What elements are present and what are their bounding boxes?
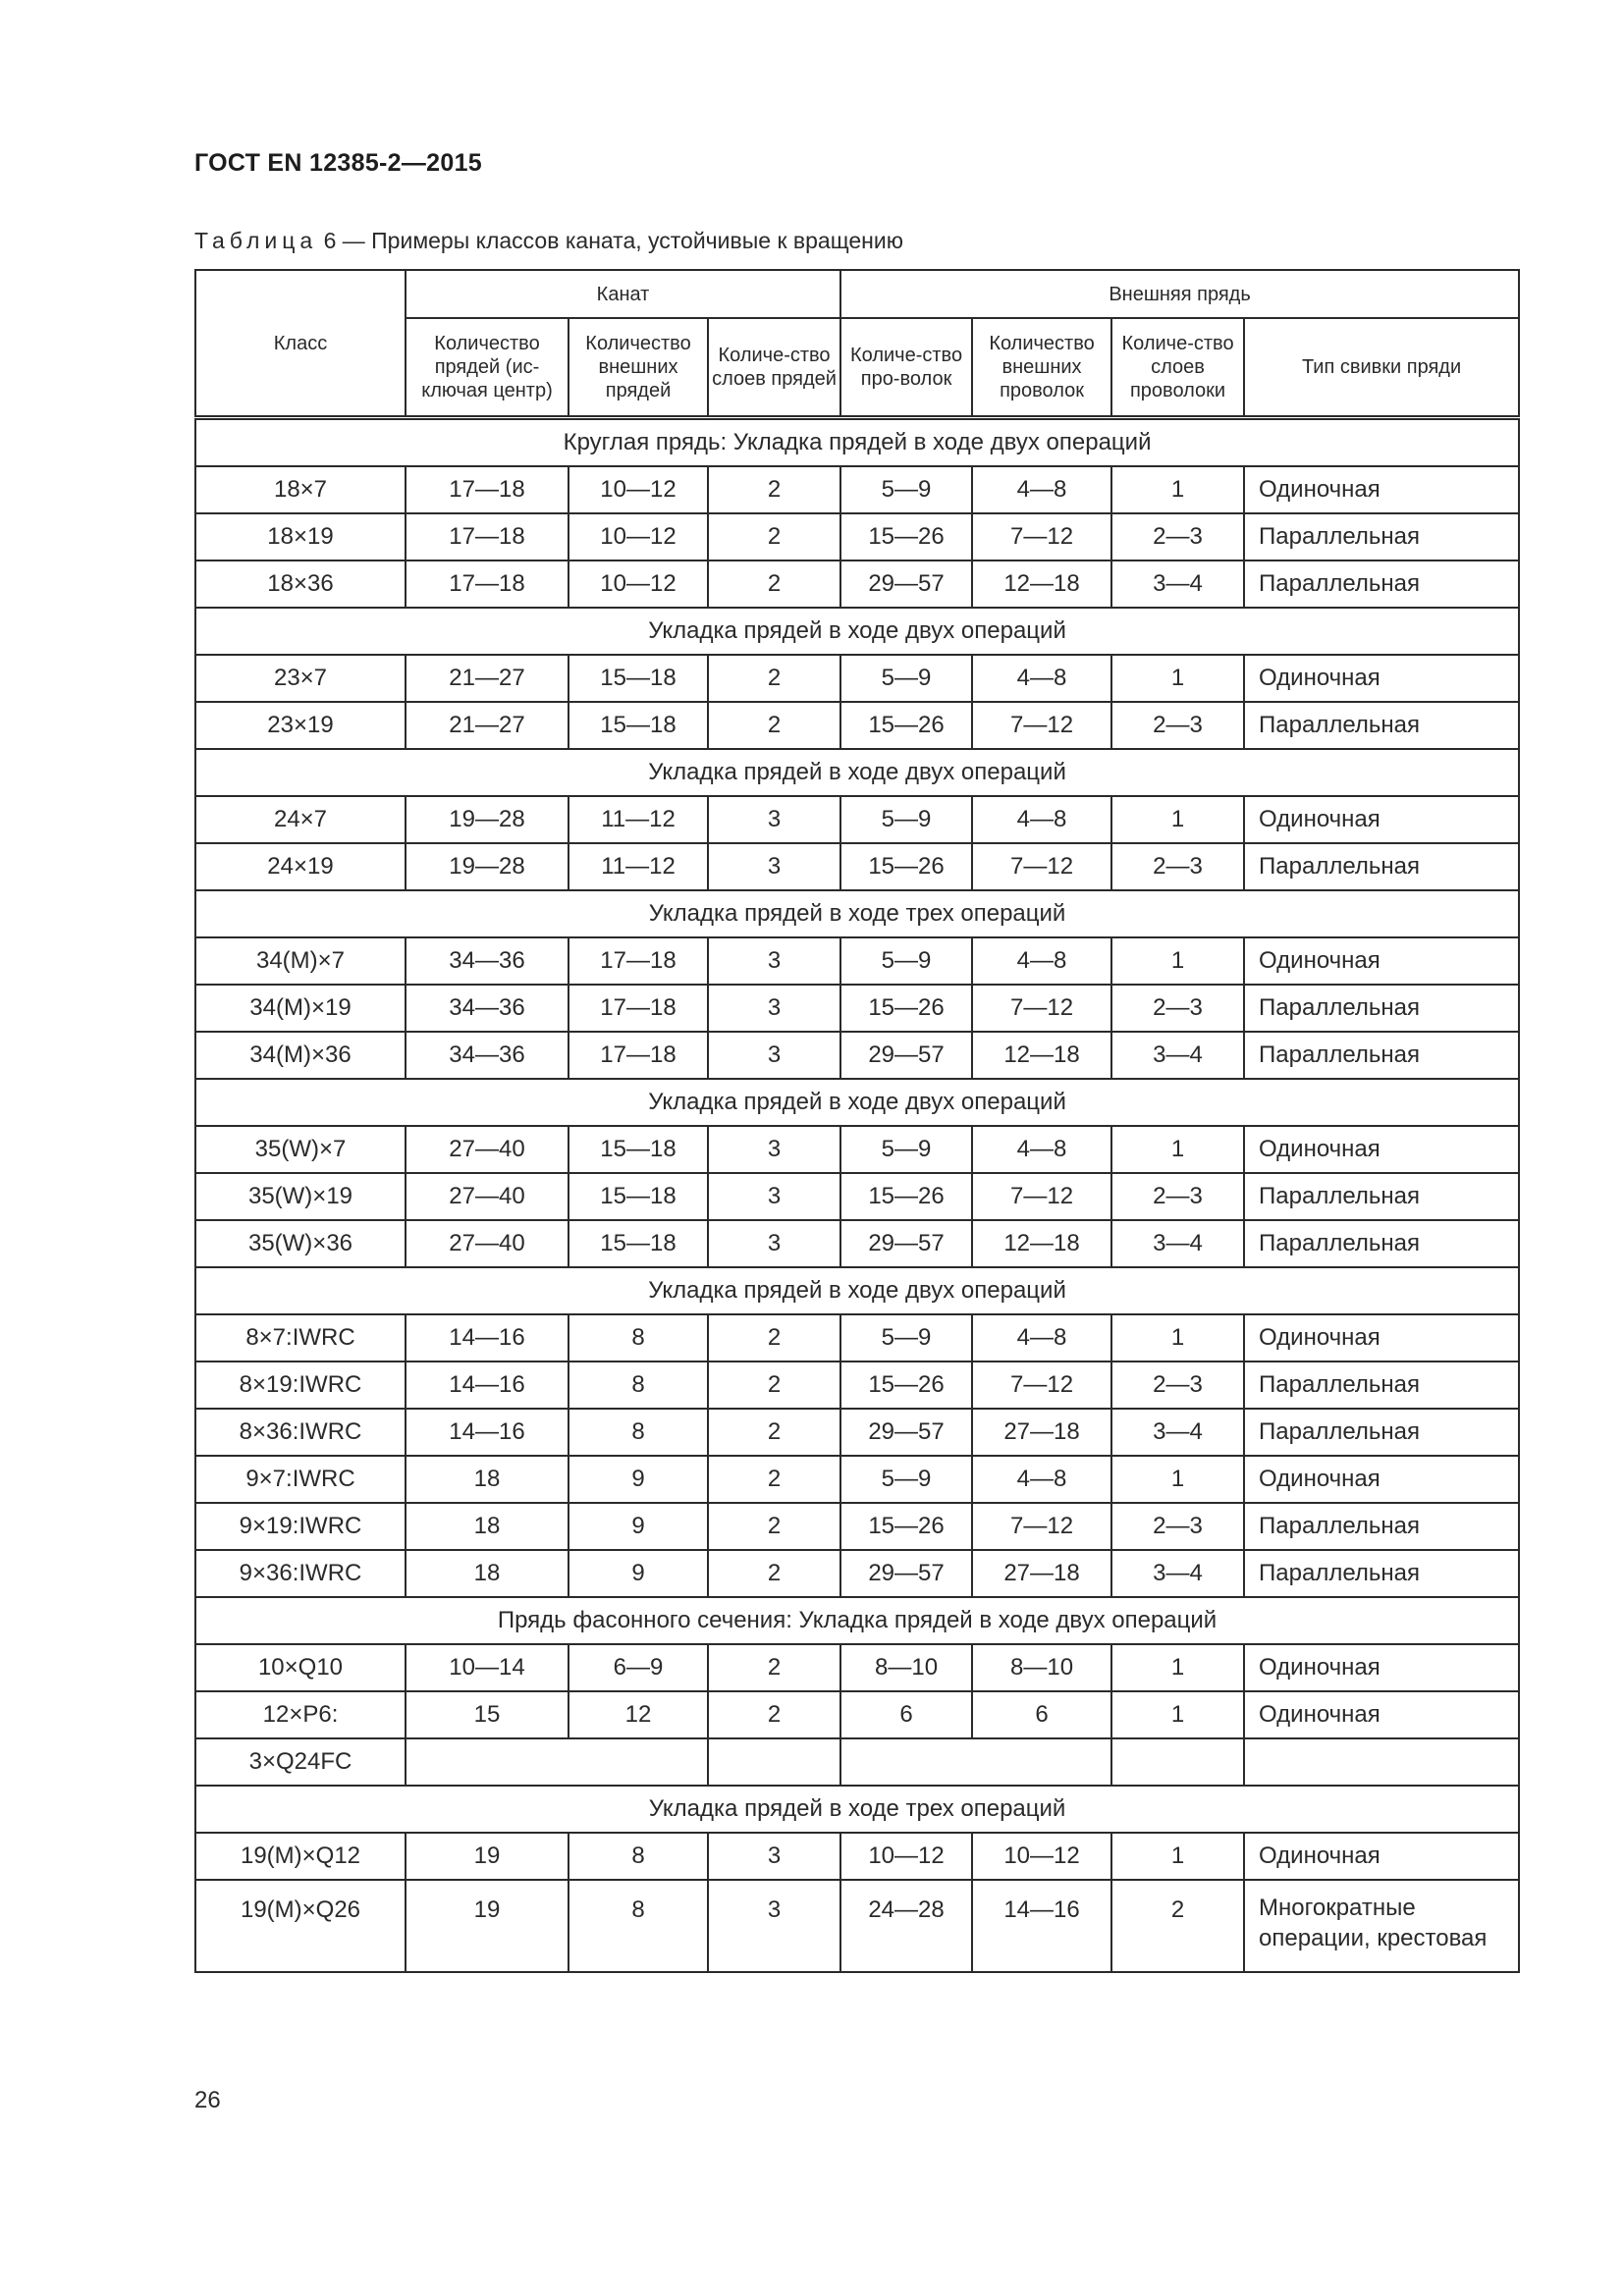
cell-outer-wires: 4—8 [972, 937, 1111, 985]
cell-wires: 24—28 [840, 1880, 972, 1972]
cell-class: 19(M)×Q26 [195, 1880, 406, 1972]
cell-lay-type: Одиночная [1244, 466, 1519, 513]
cell-wires: 5—9 [840, 937, 972, 985]
cell-wire-layers: 1 [1111, 796, 1244, 843]
cell-wires: 29—57 [840, 1409, 972, 1456]
rope-classes-table [194, 269, 1520, 1973]
cell-strand-layers: 2 [708, 1362, 840, 1409]
cell-strand-layers: 3 [708, 1126, 840, 1173]
cell-outer-strands: 9 [568, 1456, 708, 1503]
section-title: Укладка прядей в ходе двух операций [195, 749, 1519, 796]
cell-wire-layers: 3—4 [1111, 1550, 1244, 1597]
cell-lay-type: Параллельная [1244, 1173, 1519, 1220]
header-wires: Количе-ство про-волок [840, 318, 972, 418]
cell-wire-layers: 2 [1111, 1880, 1244, 1972]
table-row [195, 1691, 1519, 1738]
cell-wires: 5—9 [840, 1314, 972, 1362]
header-class: Класс [195, 270, 406, 418]
cell-class: 8×19:IWRC [195, 1362, 406, 1409]
cell-wires: 5—9 [840, 1126, 972, 1173]
cell-wires: 29—57 [840, 561, 972, 608]
cell-wires: 15—26 [840, 1503, 972, 1550]
header-lay-type: Тип свивки пряди [1244, 318, 1519, 418]
document-code: ГОСТ EN 12385-2—2015 [194, 149, 482, 177]
cell-outer-wires: 8—10 [972, 1644, 1111, 1691]
cell-strand-layers: 3 [708, 985, 840, 1032]
cell-class: 9×19:IWRC [195, 1503, 406, 1550]
cell-strands-count: 21—27 [406, 702, 568, 749]
cell-strand-layers: 2 [708, 513, 840, 561]
cell-outer-strands: 15—18 [568, 655, 708, 702]
cell-wire-layers: 3—4 [1111, 1032, 1244, 1079]
cell-outer-wires: 7—12 [972, 513, 1111, 561]
cell-strands-count: 19 [406, 1833, 568, 1880]
cell-lay-type: Одиночная [1244, 655, 1519, 702]
cell-wires: 15—26 [840, 702, 972, 749]
header-wire-layers: Количе-ство слоев проволоки [1111, 318, 1244, 418]
cell-strand-layers: 2 [708, 702, 840, 749]
cell-outer-strands: 15—18 [568, 1173, 708, 1220]
cell-class: 18×7 [195, 466, 406, 513]
cell-class: 9×36:IWRC [195, 1550, 406, 1597]
cell-outer-strands: 8 [568, 1314, 708, 1362]
cell-strand-layers: 2 [708, 1503, 840, 1550]
cell-lay-type: Многократные операции, крестовая [1244, 1880, 1519, 1972]
cell-lay-type: Одиночная [1244, 1644, 1519, 1691]
cell-class: 8×36:IWRC [195, 1409, 406, 1456]
table-caption [194, 228, 903, 254]
cell-strand-layers: 3 [708, 1173, 840, 1220]
cell-outer-strands: 11—12 [568, 796, 708, 843]
cell-outer-wires: 7—12 [972, 1362, 1111, 1409]
cell-outer-wires: 27—18 [972, 1550, 1111, 1597]
table-row [195, 1738, 1519, 1786]
cell-outer-wires: 4—8 [972, 655, 1111, 702]
header-group-rope: Канат [406, 270, 840, 318]
cell-outer-strands: 15—18 [568, 1220, 708, 1267]
cell-outer-strands: 10—12 [568, 561, 708, 608]
section-header-row [195, 418, 1519, 467]
cell-lay-type: Одиночная [1244, 1691, 1519, 1738]
section-header-row [195, 749, 1519, 796]
page-number: 26 [194, 2087, 221, 2113]
cell-lay-type: Параллельная [1244, 985, 1519, 1032]
cell-wire-layers: 1 [1111, 466, 1244, 513]
cell-lay-type: Параллельная [1244, 1503, 1519, 1550]
cell-strands-count: 34—36 [406, 985, 568, 1032]
section-header-row [195, 1267, 1519, 1314]
cell-strands-count: 15 [406, 1691, 568, 1738]
cell-outer-wires: 7—12 [972, 985, 1111, 1032]
cell-strands-count: 19 [406, 1880, 568, 1972]
cell-strands-count: 19—28 [406, 843, 568, 890]
cell-wire-layers: 1 [1111, 1126, 1244, 1173]
cell-wire-layers: 3—4 [1111, 1409, 1244, 1456]
cell-wires: 5—9 [840, 655, 972, 702]
cell-outer-strands: 10—12 [568, 513, 708, 561]
cell-wires: 29—57 [840, 1220, 972, 1267]
cell-lay-type: Одиночная [1244, 1314, 1519, 1362]
cell-strands-count: 17—18 [406, 513, 568, 561]
cell-outer-wires: 4—8 [972, 1126, 1111, 1173]
cell-strand-layers [708, 1738, 840, 1786]
cell-wire-layers: 1 [1111, 1644, 1244, 1691]
cell-class: 12×P6: [195, 1691, 406, 1738]
cell-strand-layers: 3 [708, 843, 840, 890]
cell-outer-wires: 12—18 [972, 1032, 1111, 1079]
cell-class: 24×7 [195, 796, 406, 843]
cell-wire-layers: 1 [1111, 1833, 1244, 1880]
table-row [195, 1126, 1519, 1173]
cell-wires: 5—9 [840, 796, 972, 843]
cell-wire-layers: 2—3 [1111, 843, 1244, 890]
cell-strands-count: 21—27 [406, 655, 568, 702]
cell-wires: 5—9 [840, 1456, 972, 1503]
section-header-row [195, 1786, 1519, 1833]
section-header-row [195, 608, 1519, 655]
table-row [195, 1032, 1519, 1079]
cell-class: 3×Q24FC [195, 1738, 406, 1786]
cell-outer-wires: 7—12 [972, 843, 1111, 890]
cell-strands-count: 17—18 [406, 466, 568, 513]
cell-outer-wires: 27—18 [972, 1409, 1111, 1456]
cell-class: 18×19 [195, 513, 406, 561]
cell-strand-layers: 2 [708, 1550, 840, 1597]
cell-outer-wires: 12—18 [972, 561, 1111, 608]
table-row [195, 985, 1519, 1032]
table-row [195, 1456, 1519, 1503]
cell-strand-layers: 2 [708, 1691, 840, 1738]
cell-outer-strands: 8 [568, 1833, 708, 1880]
cell-lay-type: Параллельная [1244, 1220, 1519, 1267]
cell-wire-layers: 2—3 [1111, 985, 1244, 1032]
cell-wire-layers: 1 [1111, 937, 1244, 985]
cell-outer-strands: 17—18 [568, 985, 708, 1032]
section-title: Прядь фасонного сечения: Укладка прядей в ходе двух операций [195, 1597, 1519, 1644]
table-row [195, 1550, 1519, 1597]
cell-strand-layers: 3 [708, 1833, 840, 1880]
cell-wires: 15—26 [840, 1173, 972, 1220]
cell-wire-layers: 2—3 [1111, 1362, 1244, 1409]
cell-lay-type: Одиночная [1244, 1833, 1519, 1880]
cell-strands-count: 14—16 [406, 1314, 568, 1362]
cell-strands-count: 18 [406, 1550, 568, 1597]
cell-lay-type: Параллельная [1244, 513, 1519, 561]
cell-class: 35(W)×7 [195, 1126, 406, 1173]
cell-class: 23×19 [195, 702, 406, 749]
cell-outer-wires: 4—8 [972, 796, 1111, 843]
cell-wire-layers: 1 [1111, 1314, 1244, 1362]
table-row [195, 1220, 1519, 1267]
table-body [195, 418, 1519, 1973]
cell-outer-strands: 9 [568, 1550, 708, 1597]
cell-strand-layers: 3 [708, 1220, 840, 1267]
cell-outer-strands: 8 [568, 1362, 708, 1409]
cell-strands-count: 17—18 [406, 561, 568, 608]
header-outer-wires: Количество внешних проволок [972, 318, 1111, 418]
cell-lay-type: Параллельная [1244, 702, 1519, 749]
cell-outer-strands: 15—18 [568, 1126, 708, 1173]
cell-outer-wires: 12—18 [972, 1220, 1111, 1267]
cell-wires [840, 1738, 1111, 1786]
header-strands-count: Количество прядей (ис-ключая центр) [406, 318, 568, 418]
cell-outer-wires: 6 [972, 1691, 1111, 1738]
cell-wire-layers [1111, 1738, 1244, 1786]
cell-class: 18×36 [195, 561, 406, 608]
table-row [195, 702, 1519, 749]
cell-wire-layers: 3—4 [1111, 561, 1244, 608]
table-row [195, 1503, 1519, 1550]
cell-strand-layers: 2 [708, 655, 840, 702]
section-title: Укладка прядей в ходе трех операций [195, 890, 1519, 937]
cell-wire-layers: 1 [1111, 1691, 1244, 1738]
table-caption-prefix: Таблица [194, 228, 318, 253]
cell-class: 10×Q10 [195, 1644, 406, 1691]
section-title: Укладка прядей в ходе двух операций [195, 1079, 1519, 1126]
cell-class: 19(M)×Q12 [195, 1833, 406, 1880]
table-row [195, 1833, 1519, 1880]
cell-strands-count: 14—16 [406, 1409, 568, 1456]
table-row [195, 1362, 1519, 1409]
cell-wire-layers: 3—4 [1111, 1220, 1244, 1267]
cell-strand-layers: 3 [708, 1032, 840, 1079]
cell-lay-type: Параллельная [1244, 1409, 1519, 1456]
cell-class: 9×7:IWRC [195, 1456, 406, 1503]
cell-outer-strands: 6—9 [568, 1644, 708, 1691]
cell-wires: 29—57 [840, 1550, 972, 1597]
cell-strand-layers: 2 [708, 1456, 840, 1503]
cell-outer-strands: 17—18 [568, 1032, 708, 1079]
table-row [195, 1314, 1519, 1362]
cell-outer-strands: 8 [568, 1409, 708, 1456]
cell-outer-wires: 7—12 [972, 1503, 1111, 1550]
cell-outer-strands: 8 [568, 1880, 708, 1972]
cell-strand-layers: 3 [708, 796, 840, 843]
cell-wire-layers: 2—3 [1111, 513, 1244, 561]
cell-outer-wires: 10—12 [972, 1833, 1111, 1880]
cell-wire-layers: 2—3 [1111, 1173, 1244, 1220]
cell-outer-wires: 7—12 [972, 702, 1111, 749]
cell-lay-type: Одиночная [1244, 1456, 1519, 1503]
cell-strands-count: 27—40 [406, 1126, 568, 1173]
cell-class: 34(M)×7 [195, 937, 406, 985]
cell-outer-strands: 9 [568, 1503, 708, 1550]
cell-strands-count: 34—36 [406, 937, 568, 985]
header-strand-layers: Количе-ство слоев прядей [708, 318, 840, 418]
table-row [195, 1173, 1519, 1220]
cell-lay-type [1244, 1738, 1519, 1786]
cell-strands-count: 27—40 [406, 1173, 568, 1220]
cell-strand-layers: 2 [708, 1409, 840, 1456]
section-title: Укладка прядей в ходе трех операций [195, 1786, 1519, 1833]
cell-strand-layers: 2 [708, 466, 840, 513]
cell-wires: 15—26 [840, 1362, 972, 1409]
cell-strands-count: 34—36 [406, 1032, 568, 1079]
cell-wire-layers: 1 [1111, 655, 1244, 702]
cell-class: 34(M)×36 [195, 1032, 406, 1079]
cell-outer-wires: 4—8 [972, 1456, 1111, 1503]
section-title: Укладка прядей в ходе двух операций [195, 608, 1519, 655]
table-row [195, 1409, 1519, 1456]
section-header-row [195, 1079, 1519, 1126]
section-title: Круглая прядь: Укладка прядей в ходе двух операций [195, 418, 1519, 467]
cell-wire-layers: 1 [1111, 1456, 1244, 1503]
cell-strand-layers: 3 [708, 1880, 840, 1972]
cell-strand-layers: 2 [708, 561, 840, 608]
cell-lay-type: Одиночная [1244, 1126, 1519, 1173]
cell-lay-type: Параллельная [1244, 561, 1519, 608]
table-row [195, 1644, 1519, 1691]
cell-outer-strands: 12 [568, 1691, 708, 1738]
table-row [195, 796, 1519, 843]
cell-outer-wires: 4—8 [972, 1314, 1111, 1362]
cell-outer-strands: 11—12 [568, 843, 708, 890]
cell-lay-type: Одиночная [1244, 796, 1519, 843]
cell-outer-strands: 17—18 [568, 937, 708, 985]
cell-lay-type: Параллельная [1244, 1032, 1519, 1079]
table-row [195, 937, 1519, 985]
cell-wires: 5—9 [840, 466, 972, 513]
header-outer-strands: Количество внешних прядей [568, 318, 708, 418]
cell-strands-count: 18 [406, 1456, 568, 1503]
cell-class: 35(W)×19 [195, 1173, 406, 1220]
cell-strand-layers: 2 [708, 1644, 840, 1691]
table-row [195, 843, 1519, 890]
cell-wire-layers: 2—3 [1111, 702, 1244, 749]
table-caption-text: — Примеры классов каната, устойчивые к вращению [336, 228, 903, 253]
cell-strands-count: 19—28 [406, 796, 568, 843]
table-row [195, 513, 1519, 561]
cell-strands-count: 27—40 [406, 1220, 568, 1267]
cell-outer-strands: 15—18 [568, 702, 708, 749]
header-group-outer-strand: Внешняя прядь [840, 270, 1519, 318]
cell-lay-type: Параллельная [1244, 843, 1519, 890]
cell-lay-type: Параллельная [1244, 1550, 1519, 1597]
section-header-row [195, 1597, 1519, 1644]
cell-outer-wires: 14—16 [972, 1880, 1111, 1972]
table-row [195, 561, 1519, 608]
cell-strands-count: 14—16 [406, 1362, 568, 1409]
cell-wires: 8—10 [840, 1644, 972, 1691]
cell-strand-layers: 2 [708, 1314, 840, 1362]
table-caption-number: 6 [323, 228, 337, 253]
cell-lay-type: Одиночная [1244, 937, 1519, 985]
cell-strand-layers: 3 [708, 937, 840, 985]
table-row [195, 1880, 1519, 1972]
cell-strands-count: 10—14 [406, 1644, 568, 1691]
cell-class: 35(W)×36 [195, 1220, 406, 1267]
section-header-row [195, 890, 1519, 937]
cell-wires: 10—12 [840, 1833, 972, 1880]
cell-outer-strands: 10—12 [568, 466, 708, 513]
cell-wire-layers: 2—3 [1111, 1503, 1244, 1550]
cell-wires: 29—57 [840, 1032, 972, 1079]
cell-strands-count [406, 1738, 708, 1786]
cell-class: 23×7 [195, 655, 406, 702]
cell-outer-wires: 7—12 [972, 1173, 1111, 1220]
table-row [195, 466, 1519, 513]
cell-class: 34(M)×19 [195, 985, 406, 1032]
cell-class: 8×7:IWRC [195, 1314, 406, 1362]
cell-wires: 15—26 [840, 843, 972, 890]
cell-lay-type: Параллельная [1244, 1362, 1519, 1409]
table-row [195, 655, 1519, 702]
cell-wires: 15—26 [840, 985, 972, 1032]
cell-wires: 6 [840, 1691, 972, 1738]
cell-strands-count: 18 [406, 1503, 568, 1550]
cell-wires: 15—26 [840, 513, 972, 561]
cell-outer-wires: 4—8 [972, 466, 1111, 513]
section-title: Укладка прядей в ходе двух операций [195, 1267, 1519, 1314]
cell-class: 24×19 [195, 843, 406, 890]
